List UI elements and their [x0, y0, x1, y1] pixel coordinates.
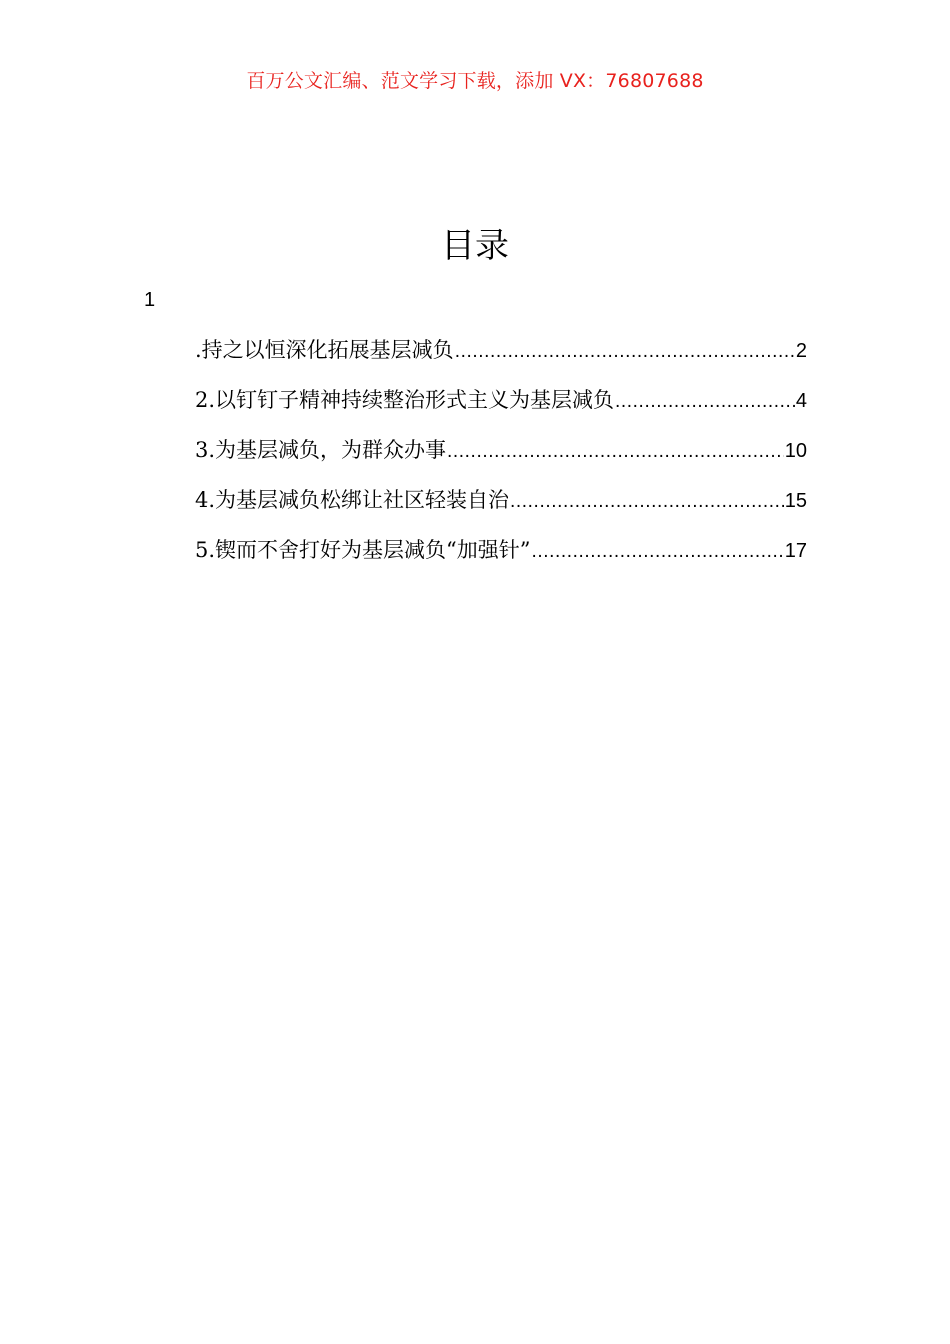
toc-leader-dots	[455, 336, 795, 368]
toc-leader-dots	[447, 436, 784, 468]
toc-entry[interactable]	[195, 434, 807, 484]
toc-entry[interactable]	[195, 484, 807, 534]
toc-page-number: 10	[784, 440, 807, 462]
toc-entry[interactable]	[195, 334, 807, 384]
toc-entry-text: 4.为基层减负松绑让社区轻装自治	[195, 488, 510, 512]
toc-entry[interactable]	[195, 534, 807, 584]
toc-entry[interactable]	[195, 384, 807, 434]
toc-list	[195, 334, 807, 584]
toc-entry-text: .持之以恒深化拓展基层减负	[195, 338, 454, 362]
toc-entry-text: 2.以钉钉子精神持续整治形式主义为基层减负	[195, 388, 615, 412]
stray-number: 1	[144, 289, 156, 311]
toc-entry-text: 5.锲而不舍打好为基层减负“加强针”	[195, 538, 531, 562]
toc-page-number: 4	[795, 390, 807, 412]
toc-title: 目录	[441, 226, 509, 266]
header-contact-note: 百万公文汇编、范文学习下载，添加 VX：76807688	[246, 70, 704, 92]
toc-leader-dots	[615, 386, 795, 418]
toc-page-number: 17	[784, 540, 807, 562]
toc-entry-text: 3.为基层减负，为群众办事	[195, 438, 447, 462]
toc-leader-dots	[532, 536, 784, 568]
toc-leader-dots	[510, 486, 784, 518]
toc-page-number: 15	[784, 490, 807, 512]
toc-page-number: 2	[795, 340, 807, 362]
